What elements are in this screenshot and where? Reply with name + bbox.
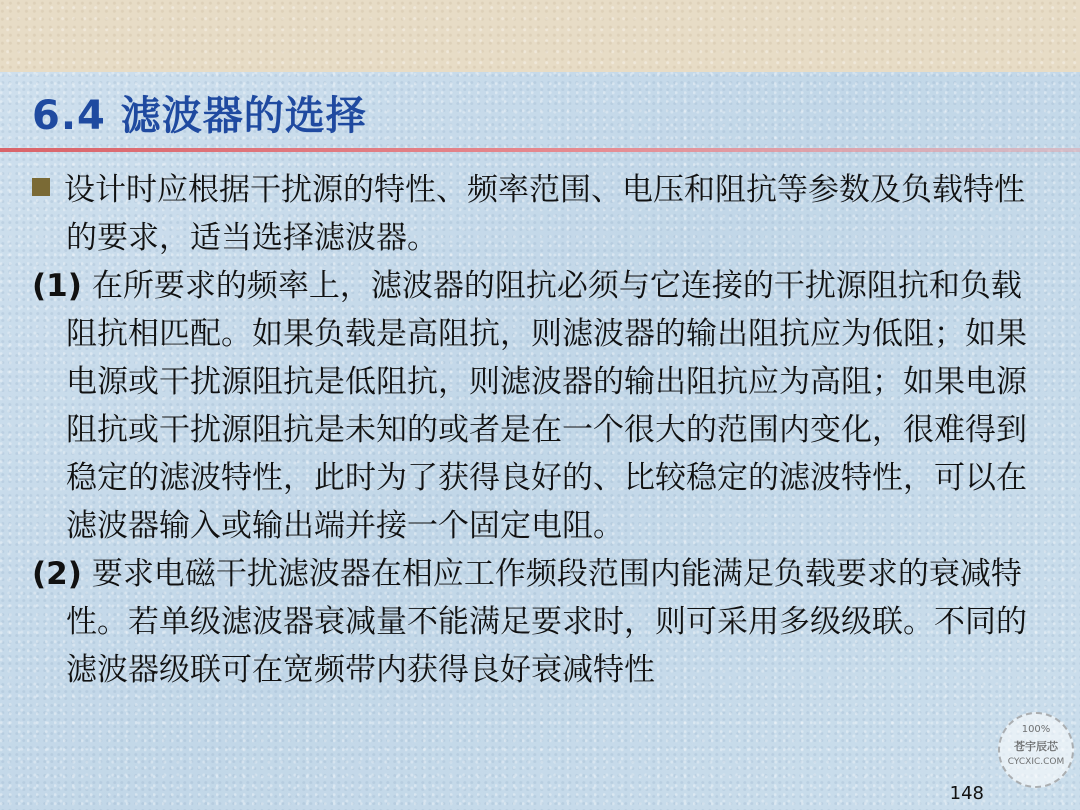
slide-title: 6.4 滤波器的选择 [32, 93, 367, 139]
item-text-2: 要求电磁干扰滤波器在相应工作频段范围内能满足负载要求的衰减特性。若单级滤波器衰减量不能满足要求时，则可采用多级级联。不同的滤波器级联可在宽频带内获得良好衰减特性 [66, 556, 1027, 688]
item-paragraph-1 [32, 262, 1048, 550]
intro-paragraph [32, 166, 1048, 262]
title-divider [0, 148, 1080, 152]
watermark-line-3: CYCXIC.COM [1007, 757, 1065, 767]
watermark-seal [998, 712, 1074, 788]
intro-text: 设计时应根据干扰源的特性、频率范围、电压和阻抗等参数及负载特性的要求，适当选择滤波器。 [64, 172, 1025, 256]
item-number-1: (1) [32, 268, 82, 304]
item-number-2: (2) [32, 556, 82, 592]
watermark-line-2: 苍宇辰芯 [1014, 740, 1058, 753]
item-paragraph-2 [32, 550, 1048, 694]
page-number: 148 [949, 783, 984, 804]
header-band [0, 0, 1080, 72]
slide-body [32, 166, 1048, 694]
item-text-1: 在所要求的频率上，滤波器的阻抗必须与它连接的干扰源阻抗和负载阻抗相匹配。如果负载是高阻抗，则滤波器的输出阻抗应为低阻；如果电源或干扰源阻抗是低阻抗，则滤波器的输出阻抗应为高阻；如果电源阻抗或干扰源阻抗是未知的或者是在一个很大的范围内变化，很难得到稳定的滤波特性，此时为了获得良好的、比较稳定的滤波特性，可以在滤波器输入或输出端并接一个固定电阻。 [66, 268, 1027, 544]
square-bullet-icon [32, 178, 50, 196]
watermark-line-1: 100% [1021, 724, 1051, 735]
